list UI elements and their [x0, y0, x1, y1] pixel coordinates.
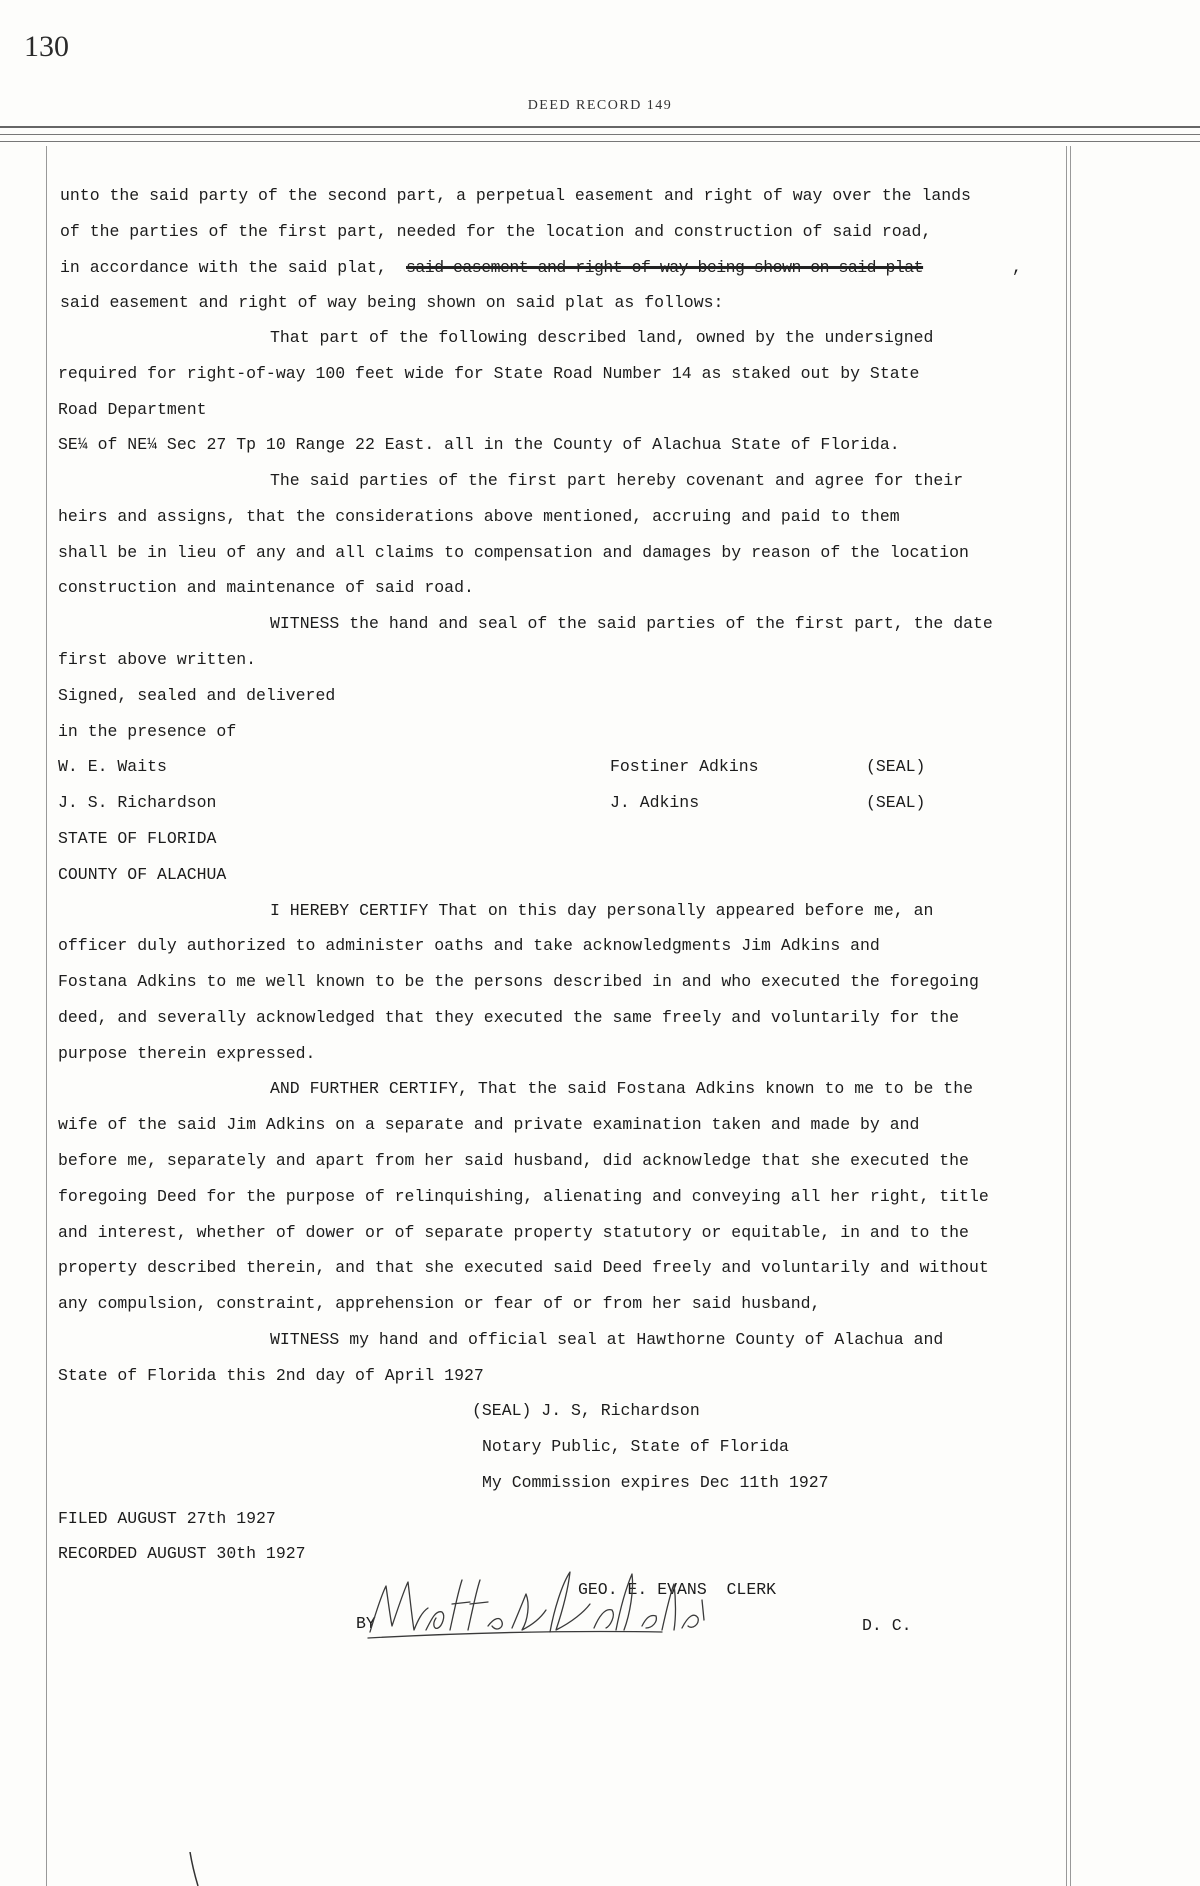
body-line: in the presence of: [58, 722, 237, 741]
left-margin-line: [46, 146, 47, 1886]
right-margin-line: [1070, 146, 1071, 1886]
body-line: of the parties of the first part, needed for the location and construction of said road,: [60, 222, 932, 241]
notary-name: (SEAL) J. S, Richardson: [472, 1401, 700, 1420]
struck-out-text: said easement and right of way being shown on said plat: [406, 258, 924, 277]
header-rule: [0, 134, 1200, 135]
body-line: That part of the following described land, owned by the undersigned: [270, 328, 934, 347]
body-line: foregoing Deed for the purpose of relinquishing, alienating and conveying all her right, title: [58, 1187, 989, 1206]
body-line: Fostana Adkins to me well known to be the persons described in and who executed the foregoing: [58, 972, 979, 991]
body-line: purpose therein expressed.: [58, 1044, 316, 1063]
body-line: and interest, whether of dower or of separate property statutory or equitable, in and to the: [58, 1223, 969, 1242]
clerk-name: GEO. E. EVANS CLERK: [578, 1580, 777, 1599]
page-number: 130: [24, 30, 69, 63]
body-line: State of Florida this 2nd day of April 1927: [58, 1366, 484, 1385]
body-line: any compulsion, constraint, apprehension or fear of or from her said husband,: [58, 1294, 821, 1313]
seal-mark: (SEAL): [866, 757, 926, 776]
stray-pen-mark: [186, 1852, 206, 1886]
body-line: ,: [1012, 258, 1022, 277]
right-margin-line: [1066, 146, 1067, 1886]
header-rule: [0, 141, 1200, 142]
body-line: The said parties of the first part hereby covenant and agree for their: [270, 471, 964, 490]
body-line: WITNESS my hand and official seal at Hawthorne County of Alachua and: [270, 1330, 944, 1349]
by-label: BY: [356, 1614, 376, 1633]
state-heading: STATE OF FLORIDA: [58, 829, 217, 848]
body-line: officer duly authorized to administer oaths and take acknowledgments Jim Adkins and: [58, 936, 880, 955]
handwritten-signature: [362, 1560, 722, 1650]
body-line: in accordance with the said plat,: [60, 258, 387, 277]
body-line: I HEREBY CERTIFY That on this day personally appeared before me, an: [270, 901, 934, 920]
body-line: first above written.: [58, 650, 257, 669]
deputy-clerk-label: D. C.: [862, 1616, 912, 1635]
body-line: Road Department: [58, 400, 207, 419]
body-line: AND FURTHER CERTIFY, That the said Fostana Adkins known to me to be the: [270, 1079, 974, 1098]
body-line: Signed, sealed and delivered: [58, 686, 336, 705]
signer-name: Fostiner Adkins: [610, 757, 759, 776]
witness-name: J. S. Richardson: [58, 793, 217, 812]
body-line: unto the said party of the second part, a perpetual easement and right of way over the lands: [60, 186, 971, 205]
body-line: heirs and assigns, that the considerations above mentioned, accruing and paid to them: [58, 507, 900, 526]
body-line: SE¼ of NE¼ Sec 27 Tp 10 Range 22 East. all in the County of Alachua State of Florida.: [58, 435, 900, 454]
seal-mark: (SEAL): [866, 793, 926, 812]
commission-expiry: My Commission expires Dec 11th 1927: [482, 1473, 829, 1492]
body-line: WITNESS the hand and seal of the said parties of the first part, the date: [270, 614, 993, 633]
recorded-date: RECORDED AUGUST 30th 1927: [58, 1544, 306, 1563]
header-title: DEED RECORD 149: [527, 98, 673, 113]
body-line: property described therein, and that she executed said Deed freely and voluntarily and without: [58, 1258, 989, 1277]
signer-name: J. Adkins: [610, 793, 700, 812]
header-rule: [0, 126, 1200, 128]
body-line: said easement and right of way being shown on said plat as follows:: [60, 293, 724, 312]
filed-date: FILED AUGUST 27th 1927: [58, 1509, 276, 1528]
body-line: required for right-of-way 100 feet wide for State Road Number 14 as staked out by State: [58, 364, 920, 383]
notary-title: Notary Public, State of Florida: [482, 1437, 789, 1456]
body-line: construction and maintenance of said road.: [58, 578, 474, 597]
witness-name: W. E. Waits: [58, 757, 167, 776]
body-line: deed, and severally acknowledged that they executed the same freely and voluntarily for the: [58, 1008, 960, 1027]
body-line: shall be in lieu of any and all claims to compensation and damages by reason of the location: [58, 543, 969, 562]
body-line: before me, separately and apart from her said husband, did acknowledge that she executed the: [58, 1151, 969, 1170]
body-line: wife of the said Jim Adkins on a separate and private examination taken and made by and: [58, 1115, 920, 1134]
county-heading: COUNTY OF ALACHUA: [58, 865, 227, 884]
